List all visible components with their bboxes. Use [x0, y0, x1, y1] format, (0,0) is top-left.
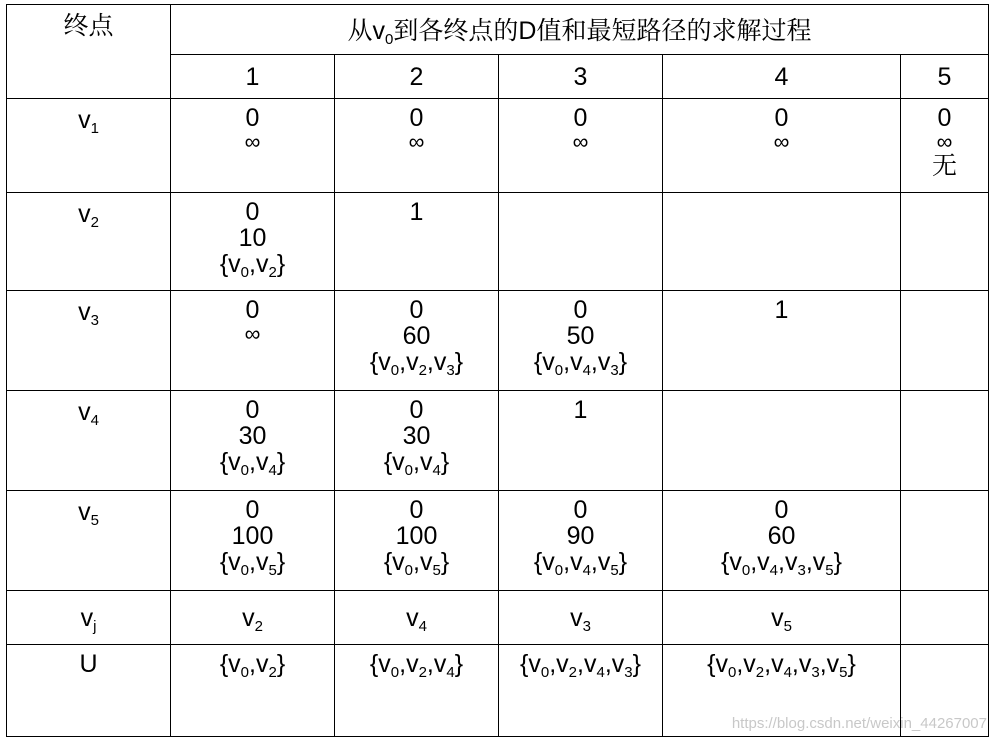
table-cell	[335, 291, 499, 391]
cell-line: $\{v_0,v_4,v_3\}$	[533, 348, 628, 379]
cell-line: 50	[566, 322, 595, 350]
node-label: $v_1$	[7, 99, 171, 193]
cell-line: 0	[409, 396, 424, 424]
table-cell	[901, 193, 989, 291]
table-cell	[663, 491, 901, 591]
cell-line: 0	[409, 496, 424, 524]
table-row	[7, 99, 989, 193]
cell-line: ∞	[773, 129, 790, 154]
cell-line: 100	[231, 522, 274, 550]
step-header: 5	[901, 55, 989, 99]
cell-line: $\{v_0,v_4\}$	[383, 448, 450, 479]
watermark: https://blog.csdn.net/weixin_44267007	[731, 715, 987, 732]
u-label: U	[7, 645, 171, 737]
cell-line: 100	[395, 522, 438, 550]
cell-line: 60	[402, 322, 431, 350]
step-header: 2	[335, 55, 499, 99]
cell-line: 1	[409, 198, 424, 226]
table-row	[7, 291, 989, 391]
dijkstra-table	[6, 4, 989, 737]
u-cell: $\{v_0,v_2\}$	[171, 645, 335, 737]
cell-line: ∞	[244, 129, 261, 154]
vj-cell: $v_5$	[663, 591, 901, 645]
table-cell	[335, 391, 499, 491]
u-cell: $\{v_0,v_2,v_4\}$	[335, 645, 499, 737]
table-cell	[499, 491, 663, 591]
cell-line: 90	[566, 522, 595, 550]
corner-header	[7, 5, 171, 99]
cell-line: 1	[774, 296, 789, 324]
cell-line: ∞	[572, 129, 589, 154]
step-header: 3	[499, 55, 663, 99]
table-cell	[901, 391, 989, 491]
cell-line: 0	[409, 104, 424, 132]
cell-line: 0	[774, 104, 789, 132]
table-row	[7, 491, 989, 591]
cell-line: 0	[245, 396, 260, 424]
table-cell	[335, 193, 499, 291]
corner-label: 终点	[63, 12, 114, 40]
cell-line: ∞	[408, 129, 425, 154]
cell-line: ∞	[936, 129, 953, 154]
cell-line: 0	[245, 198, 260, 226]
table-cell	[663, 291, 901, 391]
cell-line: 0	[573, 496, 588, 524]
table-cell	[499, 291, 663, 391]
vj-label: $v_j$	[7, 591, 171, 645]
table-title: 从$v_0$到各终点的D值和最短路径的求解过程	[171, 5, 989, 55]
cell-line: $\{v_0,v_4,v_5\}$	[533, 548, 628, 579]
cell-line: 0	[573, 296, 588, 324]
cell-line: 0	[245, 296, 260, 324]
table-row	[7, 193, 989, 291]
table-cell	[499, 193, 663, 291]
table-cell	[663, 391, 901, 491]
table-cell	[171, 291, 335, 391]
cell-line: $\{v_0,v_2,v_3\}$	[369, 348, 464, 379]
table-cell	[171, 193, 335, 291]
vj-row	[7, 591, 989, 645]
cell-line: ∞	[244, 321, 261, 346]
cell-line: $\{v_0,v_5\}$	[383, 548, 450, 579]
cell-line: 0	[937, 104, 952, 132]
table-cell	[901, 99, 989, 193]
node-label: $v_4$	[7, 391, 171, 491]
cell-line: $\{v_0,v_5\}$	[219, 548, 286, 579]
cell-line: 0	[774, 496, 789, 524]
table-cell	[499, 99, 663, 193]
cell-line: 30	[238, 422, 267, 450]
cell-line: 无	[931, 152, 957, 180]
cell-line: 0	[573, 104, 588, 132]
cell-line: 10	[238, 224, 267, 252]
step-header: 4	[663, 55, 901, 99]
table-cell	[335, 491, 499, 591]
u-cell: $\{v_0,v_2,v_4,v_3\}$	[499, 645, 663, 737]
cell-line: 0	[409, 296, 424, 324]
vj-cell	[901, 591, 989, 645]
node-label: $v_3$	[7, 291, 171, 391]
u-cell: $\{v_0,v_2,v_4,v_3,v_5\}$	[663, 645, 901, 737]
cell-line: $\{v_0,v_4\}$	[219, 448, 286, 479]
node-label: $v_2$	[7, 193, 171, 291]
cell-line: 30	[402, 422, 431, 450]
cell-line: 1	[573, 396, 588, 424]
cell-line: 0	[245, 496, 260, 524]
vj-cell: $v_2$	[171, 591, 335, 645]
table-cell	[171, 391, 335, 491]
table-cell	[663, 193, 901, 291]
cell-line: 60	[767, 522, 796, 550]
cell-line: $\{v_0,v_2\}$	[219, 250, 286, 281]
table-cell	[663, 99, 901, 193]
table-row	[7, 391, 989, 491]
cell-line: $\{v_0,v_4,v_3,v_5\}$	[721, 548, 842, 579]
table-cell	[335, 99, 499, 193]
node-label: $v_5$	[7, 491, 171, 591]
table-cell	[901, 291, 989, 391]
table-cell	[901, 491, 989, 591]
vj-cell: $v_4$	[335, 591, 499, 645]
table-cell	[171, 491, 335, 591]
table-cell	[499, 391, 663, 491]
cell-line: 0	[245, 104, 260, 132]
vj-cell: $v_3$	[499, 591, 663, 645]
table-cell	[171, 99, 335, 193]
step-header: 1	[171, 55, 335, 99]
